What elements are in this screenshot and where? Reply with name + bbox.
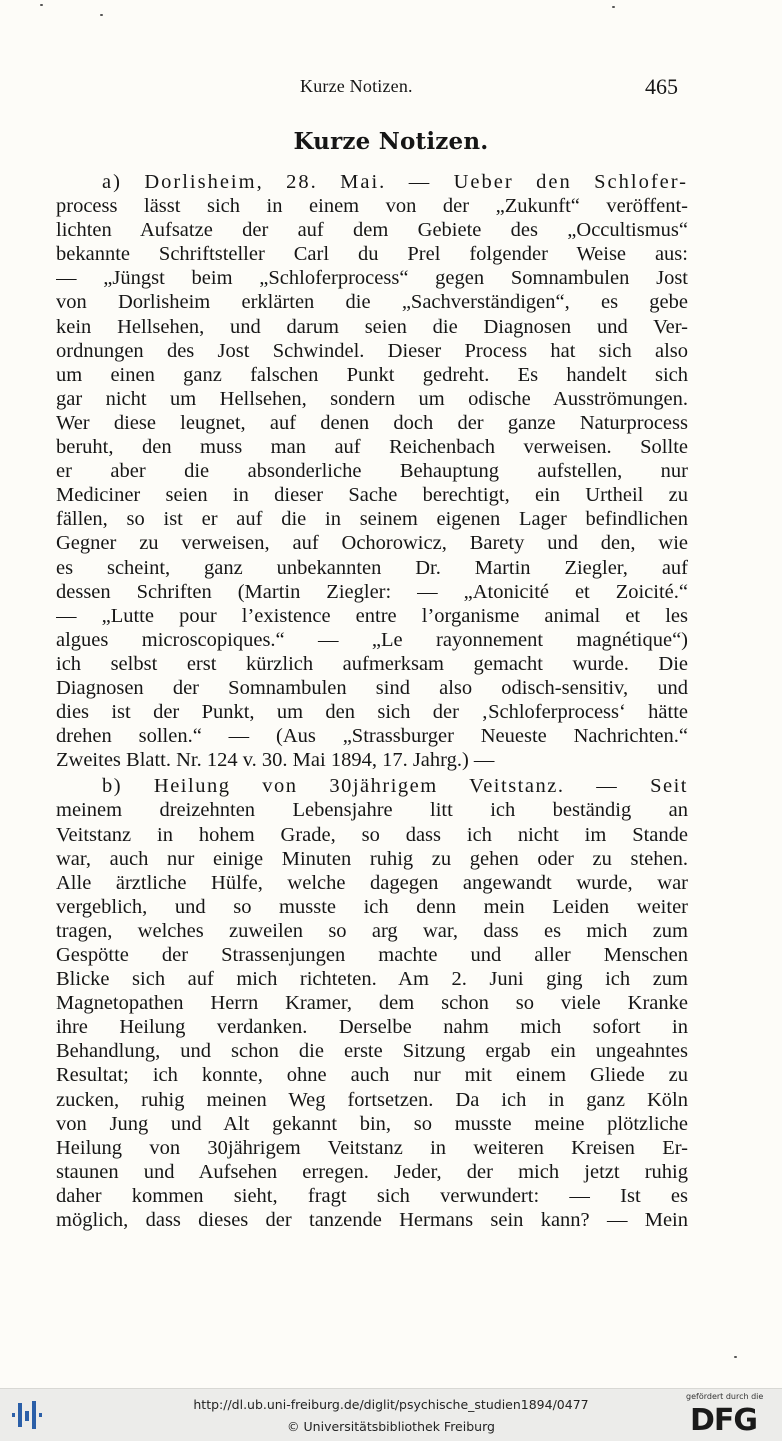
text-line: Gegner zu verweisen, auf Ochorowicz, Barety und den, wie: [56, 532, 688, 555]
text-line: Blicke sich auf mich richteten. Am 2. Juni ging ich zum: [56, 968, 688, 991]
body-text: [56, 170, 688, 1232]
text-line: tragen, welches zuweilen so arg war, dass es mich zum: [56, 919, 688, 942]
text-line: kein Hellsehen, und darum seien die Diagnosen und Ver-: [56, 315, 688, 338]
text-line: Heilung von 30jährigem Veitstanz in weiteren Kreisen Er-: [56, 1136, 688, 1159]
text-line: Behandlung, und schon die erste Sitzung ergab ein ungeahntes: [56, 1040, 688, 1063]
text-line: ich selbst erst kürzlich aufmerksam gemacht wurde. Die: [56, 652, 688, 675]
text-line: staunen und Aufsehen erregen. Jeder, der mich jetzt ruhig: [56, 1160, 688, 1183]
text-line: Resultat; ich konnte, ohne auch nur mit einem Gliede zu: [56, 1064, 688, 1087]
paragraph-a: [56, 170, 688, 772]
text-line: dessen Schriften (Martin Ziegler: — „Atonicité et Zoicité.“: [56, 580, 688, 603]
text-line: a) Dorlisheim, 28. Mai. — Ueber den Schlofer-: [102, 171, 688, 193]
text-line: bekannte Schriftsteller Carl du Prel folgender Weise aus:: [56, 243, 688, 266]
text-line: dies ist der Punkt, um den sich der ‚Schloferprocess‘ hätte: [56, 701, 688, 724]
text-line: fällen, so ist er auf die in seinem eigenen Lager befindlichen: [56, 508, 688, 531]
text-line: ordnungen des Jost Schwindel. Dieser Process hat sich also: [56, 339, 688, 362]
running-head: Kurze Notizen.: [300, 76, 413, 96]
section-title: Kurze Notizen.: [293, 128, 489, 155]
text-line: Veitstanz in hohem Grade, so dass ich nicht im Stande: [56, 823, 688, 846]
text-line: es scheint, ganz unbekannten Dr. Martin Ziegler, auf: [56, 556, 688, 579]
text-line: process lässt sich in einem von der „Zukunft“ veröffent-: [56, 195, 688, 218]
text-line: algues microscopiques.“ — „Le rayonnement magnétique“): [56, 628, 688, 651]
text-line: b) Heilung von 30jährigem Veitstanz. — Seit: [102, 775, 688, 798]
dfg-caption: gefördert durch die: [686, 1392, 764, 1401]
scan-speck: [40, 4, 43, 6]
text-line: war, auch nur einige Minuten ruhig zu gehen oder zu stehen.: [56, 847, 688, 870]
text-line: Wer diese leugnet, auf denen doch der ganze Naturprocess: [56, 411, 688, 434]
text-line: Alle ärztliche Hülfe, welche dagegen angewandt wurde, war: [56, 871, 688, 894]
text-line: gar nicht um Hellsehen, sondern um odische Ausströmungen.: [56, 387, 688, 410]
text-line: lichten Aufsatze der auf dem Gebiete des „Occultismus“: [56, 219, 688, 242]
viewer-footer: [0, 1388, 782, 1441]
scan-speck: [734, 1356, 737, 1358]
document-url[interactable]: http://dl.ub.uni-freiburg.de/diglit/psychische_studien1894/0477: [193, 1397, 589, 1412]
text-line: meinem dreizehnten Lebensjahre litt ich beständig an: [56, 799, 688, 822]
text-line: beruht, den muss man auf Reichenbach verweisen. Sollte: [56, 436, 688, 459]
paragraph-b: [56, 774, 688, 1232]
text-line: von Dorlisheim erklärten die „Sachverständigen“, es gebe: [56, 291, 688, 314]
text-line: er aber die absonderliche Behauptung aufstellen, nur: [56, 460, 688, 483]
dfg-logo: DFG: [690, 1403, 758, 1438]
text-line: Mediciner seien in dieser Sache berechtigt, ein Urtheil zu: [56, 484, 688, 507]
text-line: — „Lutte pour l’existence entre l’organisme animal et les: [56, 604, 688, 627]
text-line: vergeblich, und so musste ich denn mein Leiden weiter: [56, 895, 688, 918]
text-line: Magnetopathen Herrn Kramer, dem schon so viele Kranke: [56, 992, 688, 1015]
text-line: Diagnosen der Somnambulen sind also odisch-sensitiv, und: [56, 676, 688, 699]
text-line: von Jung und Alt gekannt bin, so musste meine plötzliche: [56, 1112, 688, 1135]
page-number: 465: [645, 74, 678, 99]
text-line: Zweites Blatt. Nr. 124 v. 30. Mai 1894, 17. Jahrg.) —: [56, 749, 495, 772]
text-line: Gespötte der Strassenjungen machte und aller Menschen: [56, 944, 688, 966]
text-line: — „Jüngst beim „Schloferprocess“ gegen Somnambulen Jost: [56, 267, 688, 290]
text-line: daher kommen sieht, fragt sich verwundert: — Ist es: [56, 1184, 688, 1207]
copyright-notice: © Universitätsbibliothek Freiburg: [287, 1419, 495, 1434]
text-line: zucken, ruhig meinen Weg fortsetzen. Da ich in ganz Köln: [56, 1088, 688, 1111]
text-line: möglich, dass dieses der tanzende Hermans sein kann? — Mein: [56, 1209, 688, 1232]
text-line: drehen sollen.“ — (Aus „Strassburger Neueste Nachrichten.“: [56, 725, 688, 748]
text-line: ihre Heilung verdanken. Derselbe nahm mich sofort in: [56, 1016, 688, 1039]
scan-speck: [612, 6, 615, 8]
text-line: um einen ganz falschen Punkt gedreht. Es handelt sich: [56, 363, 688, 386]
scan-speck: [100, 14, 103, 16]
